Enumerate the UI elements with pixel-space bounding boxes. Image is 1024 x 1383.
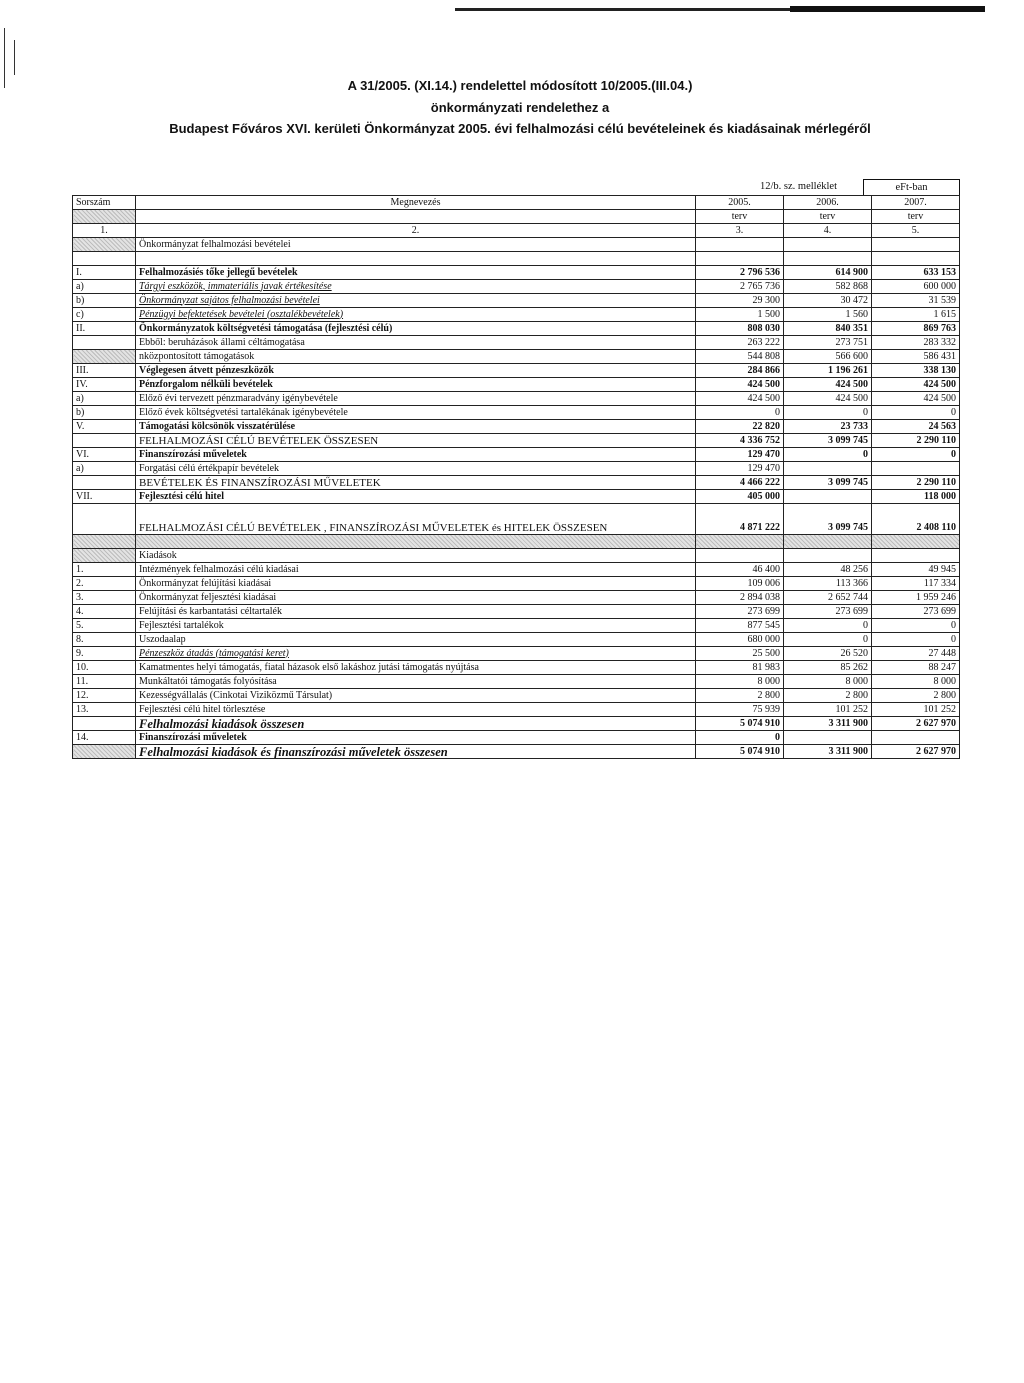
value-cell: 284 866	[696, 364, 784, 378]
income-row	[73, 448, 960, 462]
value-cell: 424 500	[784, 392, 872, 406]
value-cell: 2 800	[784, 689, 872, 703]
expense-row	[73, 605, 960, 619]
income-row	[73, 476, 960, 490]
empty-cell	[696, 549, 784, 563]
empty-cell	[872, 238, 960, 252]
section-title-income: Önkormányzat felhalmozási bevételei	[136, 238, 696, 252]
value-cell: 118 000	[872, 490, 960, 504]
row-label: Előző évi tervezett pénzmaradvány igénybevétele	[136, 392, 696, 406]
empty-cell	[696, 238, 784, 252]
value-cell: 424 500	[872, 378, 960, 392]
col-header-year-2005: 2005.	[696, 196, 784, 210]
scan-top-bar	[790, 6, 985, 12]
value-cell: 808 030	[696, 322, 784, 336]
row-label: Kezességvállalás (Cinkotai Viziközmű Társulat)	[136, 689, 696, 703]
table-body	[73, 196, 960, 759]
row-label: Ebből: beruházások állami céltámogatása	[136, 336, 696, 350]
value-cell: 4 466 222	[696, 476, 784, 490]
row-number: 11.	[73, 675, 136, 689]
row-number: 9.	[73, 647, 136, 661]
header-line-1: A 31/2005. (XI.14.) rendelettel módosított 10/2005.(III.04.)	[347, 78, 693, 93]
row-number: 12.	[73, 689, 136, 703]
value-cell: 3 311 900	[784, 745, 872, 759]
expense-row	[73, 563, 960, 577]
row-label: Felújítási és karbantatási céltartalék	[136, 605, 696, 619]
row-label: Felhalmozási kiadások összesen	[136, 717, 696, 731]
shaded-cell	[73, 238, 136, 252]
value-cell: 582 868	[784, 280, 872, 294]
value-cell: 405 000	[696, 490, 784, 504]
row-number: 10.	[73, 661, 136, 675]
shaded-cell	[73, 549, 136, 563]
shaded-cell	[872, 535, 960, 549]
row-label: Önkormányzatok költségvetési támogatása (fejlesztési célú)	[136, 322, 696, 336]
value-cell: 1 500	[696, 308, 784, 322]
value-cell: 1 959 246	[872, 591, 960, 605]
value-cell: 8 000	[784, 675, 872, 689]
row-label: Előző évek költségvetési tartalékának igénybevétele	[136, 406, 696, 420]
row-number: II.	[73, 322, 136, 336]
terv-label: terv	[872, 210, 960, 224]
empty-cell	[784, 238, 872, 252]
row-label: Önkormányzat sajátos felhalmozási bevételei	[136, 294, 696, 308]
row-number: b)	[73, 294, 136, 308]
value-cell: 88 247	[872, 661, 960, 675]
value-cell: 2 408 110	[872, 504, 960, 535]
income-row	[73, 364, 960, 378]
value-cell: 424 500	[784, 378, 872, 392]
income-row	[73, 462, 960, 476]
shaded-cell	[784, 535, 872, 549]
empty-cell	[136, 210, 696, 224]
value-cell: 338 130	[872, 364, 960, 378]
expense-row	[73, 591, 960, 605]
column-number: 5.	[872, 224, 960, 238]
value-cell: 2 800	[872, 689, 960, 703]
row-label: FELHALMOZÁSI CÉLÚ BEVÉTELEK ÖSSZESEN	[136, 434, 696, 448]
row-number: VII.	[73, 490, 136, 504]
value-cell: 1 196 261	[784, 364, 872, 378]
value-cell	[784, 462, 872, 476]
value-cell: 283 332	[872, 336, 960, 350]
value-cell: 75 939	[696, 703, 784, 717]
value-cell: 0	[872, 448, 960, 462]
value-cell: 2 627 970	[872, 717, 960, 731]
value-cell: 424 500	[872, 392, 960, 406]
value-cell: 129 470	[696, 462, 784, 476]
value-cell: 8 000	[696, 675, 784, 689]
terv-label: terv	[784, 210, 872, 224]
row-number: 3.	[73, 591, 136, 605]
value-cell: 600 000	[872, 280, 960, 294]
expense-row	[73, 633, 960, 647]
value-cell: 586 431	[872, 350, 960, 364]
income-row	[73, 434, 960, 448]
empty-cell	[136, 252, 696, 266]
expense-row	[73, 703, 960, 717]
value-cell: 129 470	[696, 448, 784, 462]
budget-table	[72, 195, 960, 759]
row-number	[73, 476, 136, 490]
value-cell: 3 311 900	[784, 717, 872, 731]
value-cell: 85 262	[784, 661, 872, 675]
expense-row	[73, 675, 960, 689]
row-number	[73, 336, 136, 350]
shaded-cell	[73, 210, 136, 224]
value-cell: 0	[784, 448, 872, 462]
row-label: Önkormányzat feljesztési kiadásai	[136, 591, 696, 605]
spacer-row	[73, 252, 960, 266]
value-cell: 4 336 752	[696, 434, 784, 448]
row-number	[73, 504, 136, 535]
income-row	[73, 280, 960, 294]
row-number: 5.	[73, 619, 136, 633]
value-cell	[784, 731, 872, 745]
row-number: a)	[73, 462, 136, 476]
terv-row	[73, 210, 960, 224]
row-label: Munkáltatói támogatás folyósítása	[136, 675, 696, 689]
value-cell: 273 699	[784, 605, 872, 619]
row-number: IV.	[73, 378, 136, 392]
income-row	[73, 392, 960, 406]
row-label: Felhalmozási kiadások és finanszírozási műveletek összesen	[136, 745, 696, 759]
row-number: c)	[73, 308, 136, 322]
value-cell	[872, 462, 960, 476]
grand-income-row	[73, 504, 960, 535]
value-cell: 0	[784, 633, 872, 647]
shaded-cell	[73, 535, 136, 549]
income-row	[73, 406, 960, 420]
value-cell: 0	[696, 731, 784, 745]
value-cell: 113 366	[784, 577, 872, 591]
annex-label: 12/b. sz. melléklet	[760, 181, 837, 192]
shaded-separator-row	[73, 535, 960, 549]
value-cell: 869 763	[872, 322, 960, 336]
shaded-cell	[696, 535, 784, 549]
terv-label: terv	[696, 210, 784, 224]
scan-edge-mark	[4, 28, 5, 88]
value-cell: 2 652 744	[784, 591, 872, 605]
empty-cell	[872, 549, 960, 563]
value-cell: 2 627 970	[872, 745, 960, 759]
col-header-megnevezes: Megnevezés	[136, 196, 696, 210]
income-row	[73, 490, 960, 504]
value-cell: 840 351	[784, 322, 872, 336]
value-cell: 24 563	[872, 420, 960, 434]
row-number: a)	[73, 280, 136, 294]
row-label: Uszodaalap	[136, 633, 696, 647]
row-label: Véglegesen átvett pénzeszközök	[136, 364, 696, 378]
col-header-year-2006: 2006.	[784, 196, 872, 210]
column-number: 2.	[136, 224, 696, 238]
value-cell: 544 808	[696, 350, 784, 364]
income-row	[73, 322, 960, 336]
value-cell: 26 520	[784, 647, 872, 661]
row-number	[73, 350, 136, 364]
value-cell: 109 006	[696, 577, 784, 591]
value-cell: 5 074 910	[696, 745, 784, 759]
row-number: 8.	[73, 633, 136, 647]
value-cell: 29 300	[696, 294, 784, 308]
header-line-2: önkormányzati rendelethez a	[430, 100, 610, 115]
expense-row	[73, 619, 960, 633]
value-cell: 5 074 910	[696, 717, 784, 731]
value-cell: 81 983	[696, 661, 784, 675]
row-label: Támogatási kölcsönök visszatérülése	[136, 420, 696, 434]
value-cell: 877 545	[696, 619, 784, 633]
col-header-sorszam: Sorszám	[73, 196, 136, 210]
row-label: nközpontosított támogatások	[136, 350, 696, 364]
value-cell: 30 472	[784, 294, 872, 308]
section-title-expense: Kiadások	[136, 549, 696, 563]
row-number	[73, 434, 136, 448]
expense-row	[73, 717, 960, 731]
row-number: III.	[73, 364, 136, 378]
row-label: Finanszírozási műveletek	[136, 448, 696, 462]
value-cell: 48 256	[784, 563, 872, 577]
value-cell: 424 500	[696, 392, 784, 406]
row-number: a)	[73, 392, 136, 406]
value-cell: 117 334	[872, 577, 960, 591]
row-label: Tárgyi eszközök, immateriális javak értékesítése	[136, 280, 696, 294]
value-cell: 566 600	[784, 350, 872, 364]
income-row	[73, 266, 960, 280]
row-label: Intézmények felhalmozási célú kiadásai	[136, 563, 696, 577]
row-label: FELHALMOZÁSI CÉLÚ BEVÉTELEK , FINANSZÍROZÁSI MŰVELETEK és HITELEK ÖSSZESEN	[136, 504, 696, 535]
income-row	[73, 308, 960, 322]
value-cell: 0	[872, 633, 960, 647]
row-label: Felhalmozásiés tőke jellegű bevételek	[136, 266, 696, 280]
row-number: 13.	[73, 703, 136, 717]
income-row	[73, 336, 960, 350]
row-number: 14.	[73, 731, 136, 745]
value-cell: 680 000	[696, 633, 784, 647]
row-number: 2.	[73, 577, 136, 591]
value-cell: 4 871 222	[696, 504, 784, 535]
value-cell: 2 765 736	[696, 280, 784, 294]
expense-row	[73, 731, 960, 745]
value-cell: 0	[696, 406, 784, 420]
value-cell: 2 894 038	[696, 591, 784, 605]
empty-cell	[73, 252, 136, 266]
value-cell: 2 796 536	[696, 266, 784, 280]
row-label: Fejlesztési célú hitel	[136, 490, 696, 504]
expense-row	[73, 647, 960, 661]
scan-edge-mark	[14, 40, 15, 75]
column-number: 4.	[784, 224, 872, 238]
value-cell: 424 500	[696, 378, 784, 392]
value-cell: 2 290 110	[872, 476, 960, 490]
row-label: Forgatási célú értékpapír bevételek	[136, 462, 696, 476]
col-header-year-2007: 2007.	[872, 196, 960, 210]
row-number: 4.	[73, 605, 136, 619]
income-row	[73, 378, 960, 392]
value-cell: 101 252	[872, 703, 960, 717]
value-cell: 3 099 745	[784, 476, 872, 490]
value-cell	[784, 490, 872, 504]
row-label: Pénzeszköz átadás (támogatási keret)	[136, 647, 696, 661]
value-cell: 1 615	[872, 308, 960, 322]
value-cell: 273 699	[696, 605, 784, 619]
row-number: V.	[73, 420, 136, 434]
column-number: 3.	[696, 224, 784, 238]
value-cell: 101 252	[784, 703, 872, 717]
value-cell: 273 699	[872, 605, 960, 619]
income-row	[73, 420, 960, 434]
value-cell: 614 900	[784, 266, 872, 280]
expense-row	[73, 689, 960, 703]
value-cell: 2 800	[696, 689, 784, 703]
expense-row	[73, 661, 960, 675]
value-cell	[872, 731, 960, 745]
shaded-cell	[136, 535, 696, 549]
expense-row	[73, 577, 960, 591]
row-number: I.	[73, 266, 136, 280]
row-number: VI.	[73, 448, 136, 462]
header-line-3: Budapest Főváros XVI. kerületi Önkormányzat 2005. évi felhalmozási célú bevételeinek és kiadásainak mérlegéről	[169, 121, 871, 136]
value-cell: 0	[872, 406, 960, 420]
value-cell: 273 751	[784, 336, 872, 350]
section-income-row	[73, 238, 960, 252]
row-label: Kamatmentes helyi támogatás, fiatal házasok első lakáshoz jutási támogatás nyújtása	[136, 661, 696, 675]
value-cell: 0	[872, 619, 960, 633]
empty-cell	[872, 252, 960, 266]
row-label: BEVÉTELEK ÉS FINANSZÍROZÁSI MŰVELETEK	[136, 476, 696, 490]
column-number-row	[73, 224, 960, 238]
value-cell: 633 153	[872, 266, 960, 280]
grand-expense-row	[73, 745, 960, 759]
row-number	[73, 717, 136, 731]
shaded-cell	[73, 745, 136, 759]
value-cell: 23 733	[784, 420, 872, 434]
value-cell: 49 945	[872, 563, 960, 577]
value-cell: 2 290 110	[872, 434, 960, 448]
row-label: Pénzforgalom nélküli bevételek	[136, 378, 696, 392]
row-number: 1.	[73, 563, 136, 577]
value-cell: 27 448	[872, 647, 960, 661]
row-number: b)	[73, 406, 136, 420]
row-label: Pénzügyi befektetések bevételei (osztalékbevételek)	[136, 308, 696, 322]
value-cell: 8 000	[872, 675, 960, 689]
value-cell: 263 222	[696, 336, 784, 350]
value-cell: 0	[784, 406, 872, 420]
empty-cell	[784, 252, 872, 266]
row-label: Finanszírozási műveletek	[136, 731, 696, 745]
header-row	[73, 196, 960, 210]
value-cell: 25 500	[696, 647, 784, 661]
value-cell: 3 099 745	[784, 504, 872, 535]
unit-label: eFt-ban	[863, 179, 960, 196]
section-expense-row	[73, 549, 960, 563]
value-cell: 22 820	[696, 420, 784, 434]
income-row	[73, 294, 960, 308]
value-cell: 31 539	[872, 294, 960, 308]
income-row	[73, 350, 960, 364]
column-number: 1.	[73, 224, 136, 238]
empty-cell	[696, 252, 784, 266]
value-cell: 0	[784, 619, 872, 633]
value-cell: 46 400	[696, 563, 784, 577]
row-label: Fejlesztési tartalékok	[136, 619, 696, 633]
empty-cell	[784, 549, 872, 563]
row-label: Fejlesztési célú hitel törlesztése	[136, 703, 696, 717]
value-cell: 1 560	[784, 308, 872, 322]
row-label: Önkormányzat felújítási kiadásai	[136, 577, 696, 591]
value-cell: 3 099 745	[784, 434, 872, 448]
